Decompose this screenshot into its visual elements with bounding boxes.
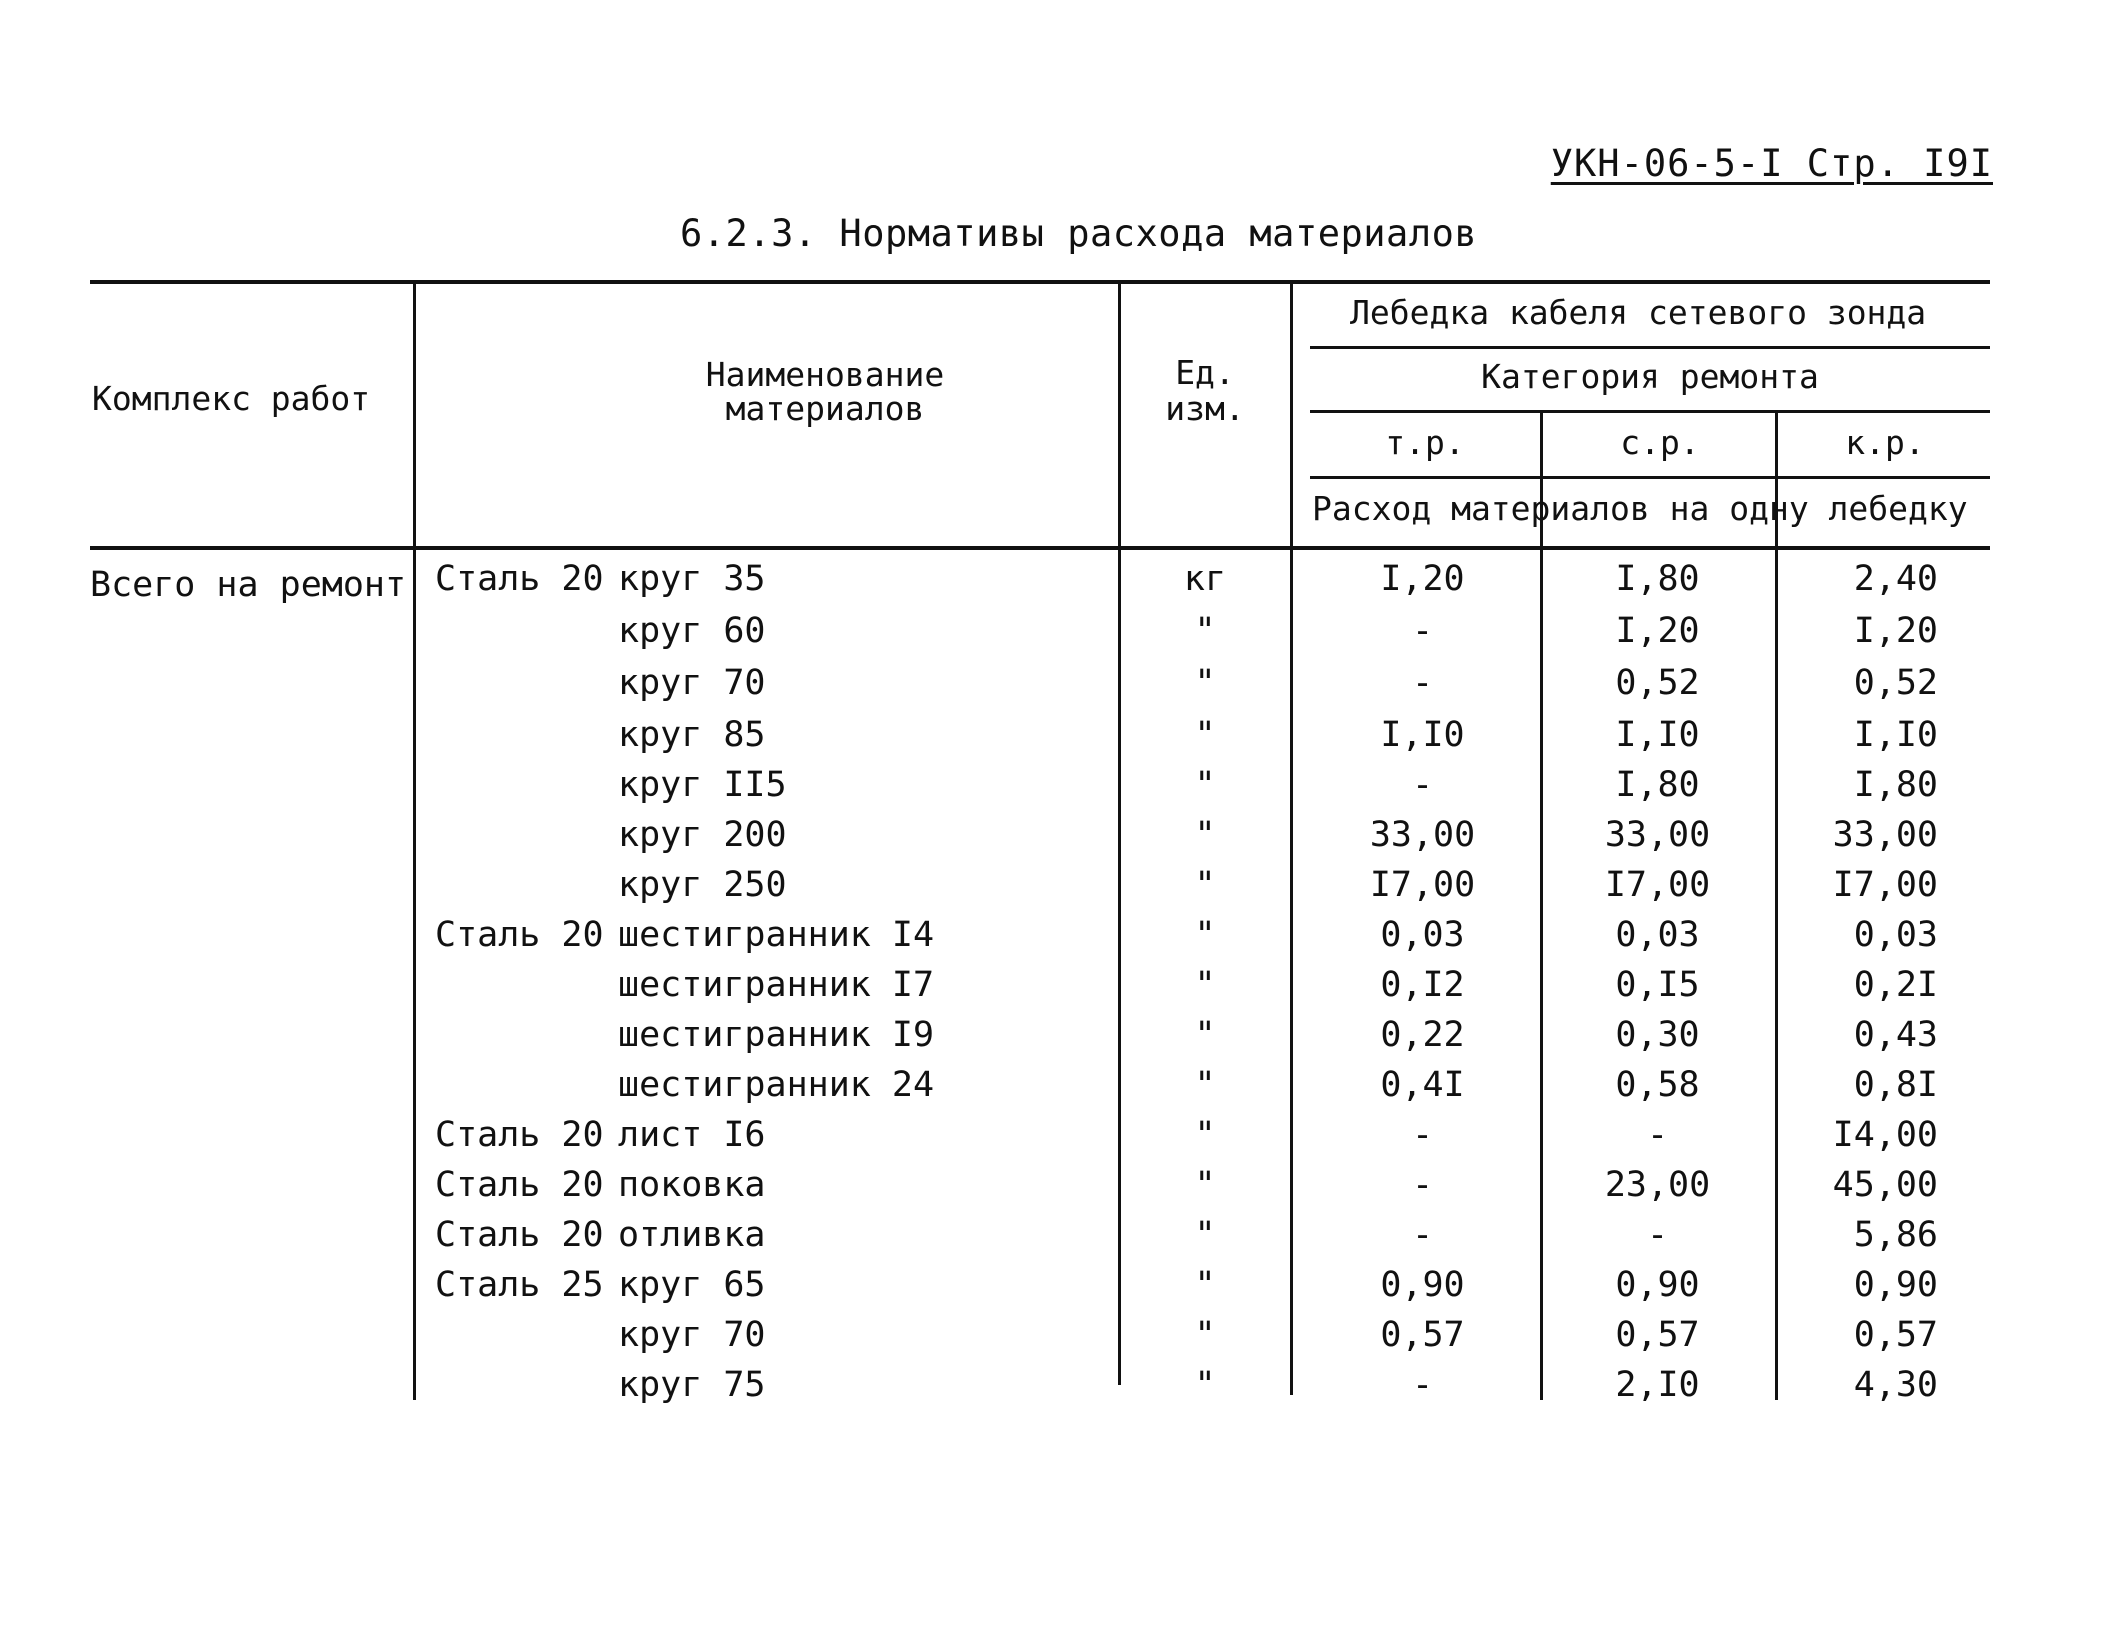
header-material-line1: Наименование bbox=[705, 355, 945, 394]
header-unit-line1: Ед. bbox=[1175, 353, 1235, 392]
cell-sr: 0,I5 bbox=[1615, 965, 1700, 1005]
cell-kr: 0,43 bbox=[1853, 1015, 1938, 1055]
cell-item: круг 60 bbox=[618, 611, 766, 651]
header-complex: Комплекс работ bbox=[92, 379, 371, 418]
cell-kr: 0,52 bbox=[1853, 663, 1938, 703]
cell-sr: I,80 bbox=[1615, 559, 1700, 599]
cell-sr: - bbox=[1646, 1115, 1669, 1155]
cell-kr: 33,00 bbox=[1832, 815, 1938, 855]
cell-tr: - bbox=[1411, 1215, 1434, 1255]
cell-sr: I,I0 bbox=[1615, 715, 1700, 755]
header-bottom-rule bbox=[90, 546, 1990, 550]
cell-unit: " bbox=[1194, 1165, 1216, 1205]
cell-unit: " bbox=[1194, 1015, 1216, 1055]
cell-sr: 0,90 bbox=[1615, 1265, 1700, 1305]
cell-item: круг 75 bbox=[618, 1365, 766, 1405]
cell-sr: - bbox=[1646, 1215, 1669, 1255]
cell-kr: 0,03 bbox=[1853, 915, 1938, 955]
cell-unit: " bbox=[1194, 1365, 1216, 1405]
header-rule-subgroup bbox=[1310, 410, 1990, 413]
cell-unit: " bbox=[1194, 865, 1216, 905]
cell-unit: кг bbox=[1183, 559, 1227, 599]
cell-tr: 0,22 bbox=[1380, 1015, 1465, 1055]
cell-unit: " bbox=[1194, 663, 1216, 703]
cell-tr: I7,00 bbox=[1369, 865, 1476, 905]
complex-label: Всего на ремонт bbox=[90, 565, 407, 605]
cell-kr: 4,30 bbox=[1853, 1365, 1938, 1405]
cell-sr: I,20 bbox=[1615, 611, 1700, 651]
cell-tr: 0,I2 bbox=[1380, 965, 1465, 1005]
cell-unit: " bbox=[1194, 1215, 1216, 1255]
cell-sr: 23,00 bbox=[1604, 1165, 1711, 1205]
cell-unit: " bbox=[1194, 815, 1216, 855]
cell-tr: - bbox=[1411, 1165, 1434, 1205]
cell-kr: 2,40 bbox=[1853, 559, 1938, 599]
cell-tr: - bbox=[1411, 765, 1434, 805]
cell-item: шестигранник I7 bbox=[618, 965, 935, 1005]
cell-item: лист I6 bbox=[618, 1115, 766, 1155]
cell-item: круг 65 bbox=[618, 1265, 766, 1305]
cell-grade: Сталь 25 bbox=[435, 1265, 604, 1305]
table-top-rule bbox=[90, 280, 1990, 284]
cell-grade: Сталь 20 bbox=[435, 1165, 604, 1205]
cell-kr: I,80 bbox=[1853, 765, 1938, 805]
column-divider-2 bbox=[1118, 280, 1121, 1385]
cell-kr: I7,00 bbox=[1832, 865, 1938, 905]
cell-kr: 45,00 bbox=[1832, 1165, 1938, 1205]
cell-sr: 0,57 bbox=[1615, 1315, 1700, 1355]
column-divider-3 bbox=[1290, 280, 1293, 1395]
cell-item: круг 85 bbox=[618, 715, 766, 755]
cell-kr: 0,57 bbox=[1853, 1315, 1938, 1355]
cell-item: круг II5 bbox=[618, 765, 787, 805]
cell-item: отливка bbox=[618, 1215, 766, 1255]
cell-grade: Сталь 20 bbox=[435, 915, 604, 955]
cell-sr: 33,00 bbox=[1604, 815, 1711, 855]
cell-tr: I,20 bbox=[1380, 559, 1465, 599]
header-consumption-note: Расход материалов на одну лебедку bbox=[1312, 489, 1968, 528]
header-rule-group bbox=[1310, 346, 1990, 349]
cell-kr: 0,2I bbox=[1853, 965, 1938, 1005]
cell-grade: Сталь 20 bbox=[435, 1215, 604, 1255]
cell-grade: Сталь 20 bbox=[435, 1115, 604, 1155]
cell-tr: 33,00 bbox=[1369, 815, 1476, 855]
cell-tr: 0,57 bbox=[1380, 1315, 1465, 1355]
cell-item: шестигранник I4 bbox=[618, 915, 935, 955]
cell-unit: " bbox=[1194, 1265, 1216, 1305]
cell-item: круг 35 bbox=[618, 559, 766, 599]
cell-tr: 0,03 bbox=[1380, 915, 1465, 955]
cell-tr: - bbox=[1411, 611, 1434, 651]
header-rule-categories bbox=[1310, 476, 1990, 479]
cell-sr: 0,03 bbox=[1615, 915, 1700, 955]
cell-item: шестигранник 24 bbox=[618, 1065, 935, 1105]
cell-item: круг 70 bbox=[618, 1315, 766, 1355]
column-divider-sr-kr bbox=[1775, 410, 1778, 1400]
cell-sr: I7,00 bbox=[1604, 865, 1711, 905]
cell-sr: I,80 bbox=[1615, 765, 1700, 805]
cell-kr: I,20 bbox=[1853, 611, 1938, 651]
cell-kr: I,I0 bbox=[1853, 715, 1938, 755]
cell-sr: 2,I0 bbox=[1615, 1365, 1700, 1405]
cell-tr: - bbox=[1411, 663, 1434, 703]
cell-item: шестигранник I9 bbox=[618, 1015, 935, 1055]
cell-kr: I4,00 bbox=[1832, 1115, 1938, 1155]
cell-unit: " bbox=[1194, 715, 1216, 755]
cell-unit: " bbox=[1194, 915, 1216, 955]
header-material-line2: материалов bbox=[725, 389, 925, 428]
cell-unit: " bbox=[1194, 965, 1216, 1005]
cell-tr: 0,90 bbox=[1380, 1265, 1465, 1305]
cell-item: круг 250 bbox=[618, 865, 787, 905]
header-cat-kr: к.р. bbox=[1845, 423, 1925, 462]
document-title: 6.2.3. Нормативы расхода материалов bbox=[680, 212, 1478, 255]
cell-tr: - bbox=[1411, 1115, 1434, 1155]
cell-item: круг 200 bbox=[618, 815, 787, 855]
header-cat-sr: с.р. bbox=[1620, 423, 1700, 462]
column-divider-1 bbox=[413, 280, 416, 1400]
cell-tr: I,I0 bbox=[1380, 715, 1465, 755]
cell-kr: 5,86 bbox=[1853, 1215, 1938, 1255]
cell-unit: " bbox=[1194, 1065, 1216, 1105]
cell-unit: " bbox=[1194, 611, 1216, 651]
cell-unit: " bbox=[1194, 1115, 1216, 1155]
cell-sr: 0,30 bbox=[1615, 1015, 1700, 1055]
header-unit-line2: изм. bbox=[1165, 389, 1245, 428]
cell-tr: - bbox=[1411, 1365, 1434, 1405]
cell-kr: 0,8I bbox=[1853, 1065, 1938, 1105]
cell-unit: " bbox=[1194, 1315, 1216, 1355]
header-cat-tr: т.р. bbox=[1385, 423, 1465, 462]
cell-sr: 0,58 bbox=[1615, 1065, 1700, 1105]
header-group-title: Лебедка кабеля сетевого зонда bbox=[1350, 293, 1927, 332]
header-subgroup-title: Категория ремонта bbox=[1481, 357, 1819, 396]
cell-sr: 0,52 bbox=[1615, 663, 1700, 703]
cell-kr: 0,90 bbox=[1853, 1265, 1938, 1305]
cell-item: поковка bbox=[618, 1165, 766, 1205]
cell-tr: 0,4I bbox=[1380, 1065, 1465, 1105]
cell-unit: " bbox=[1194, 765, 1216, 805]
cell-grade: Сталь 20 bbox=[435, 559, 604, 599]
cell-item: круг 70 bbox=[618, 663, 766, 703]
column-divider-tr-sr bbox=[1540, 410, 1543, 1400]
page-code: УКН-06-5-I Стр. I9I bbox=[1550, 142, 1993, 185]
